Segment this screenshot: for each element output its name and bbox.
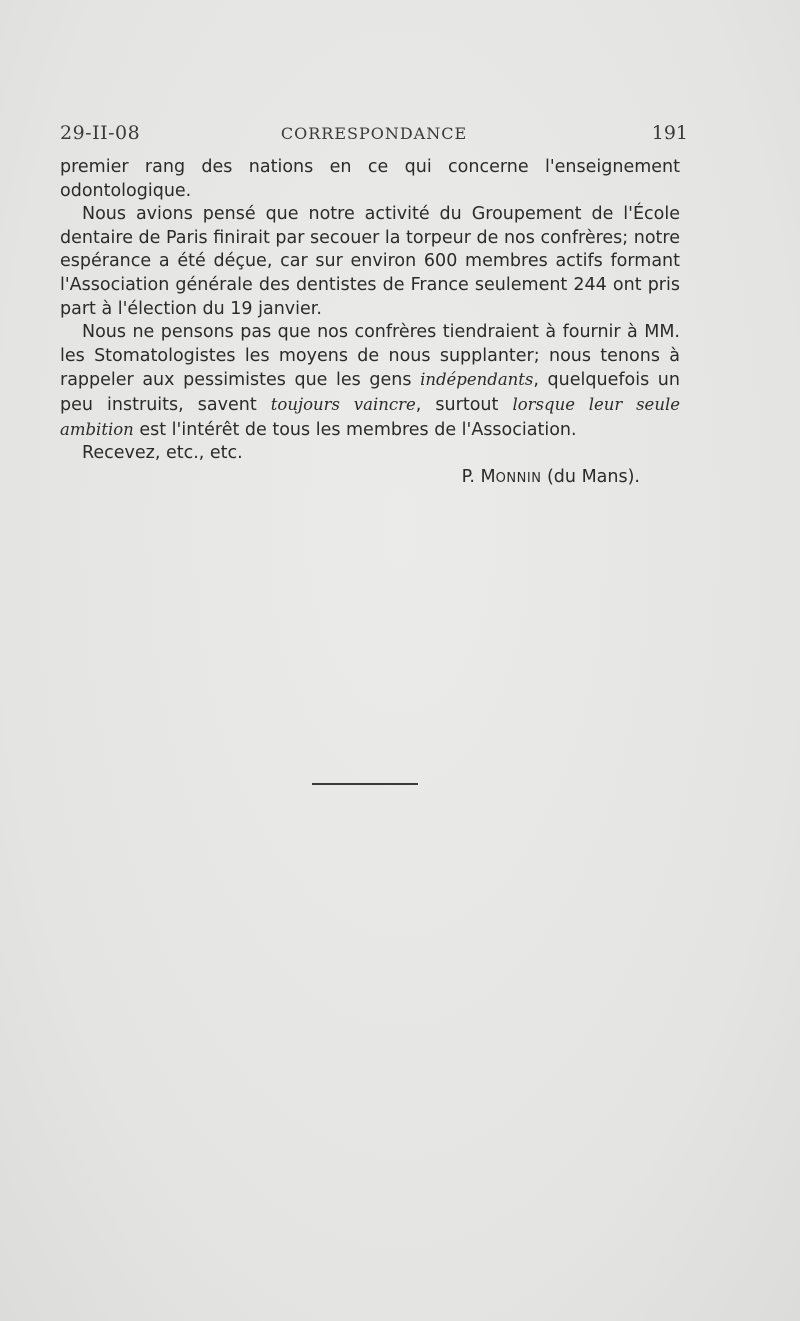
signature-initial: P. M — [461, 466, 496, 487]
paragraph-1: premier rang des nations en ce qui concerne l'enseignement odontologique. — [60, 157, 680, 201]
italic-toujours-vaincre: toujours vaincre — [270, 394, 416, 414]
closing-line: Recevez, etc., etc. — [82, 443, 243, 464]
page-number: 191 — [651, 122, 688, 144]
paragraph-3 — [60, 321, 680, 442]
header-section-title: CORRESPONDANCE — [280, 124, 468, 143]
paragraph-3-text-b: , quelquefois un peu instruits, savent — [60, 370, 680, 415]
signature-name: ONNIN — [495, 470, 542, 486]
header-date: 29-II-08 — [60, 122, 141, 144]
end-rule-divider — [312, 783, 418, 785]
italic-independants: indépendants — [420, 370, 534, 390]
signature-place: (du Mans). — [541, 466, 640, 487]
signature — [60, 466, 680, 491]
paragraph-3-text-d: est l'intérêt de tous les membres de l'Association. — [133, 419, 577, 440]
paragraph-3-text-c: , surtout — [415, 394, 513, 415]
paragraph-2: Nous avions pensé que notre activité du Groupement de l'École dentaire de Paris finirait par secouer la torpeur de nos confrères; notre espérance a été déçue, car sur environ 600 membres actifs formant l'Association générale des dentistes de France seulement 244 ont pris part à l'élection du 19 janvier. — [60, 204, 680, 319]
italic-lorsque-leur-seule-ambition: lorsque leur seule ambition — [60, 394, 680, 439]
letter-body — [60, 156, 680, 490]
running-header — [60, 122, 688, 152]
paragraph-3-text-a: Nous ne pensons pas que nos confrères tiendraient à fournir à MM. les Stomatologistes les moyens de nous supplanter; nous tenons à rappeler aux pessimistes que les gens — [60, 322, 680, 391]
